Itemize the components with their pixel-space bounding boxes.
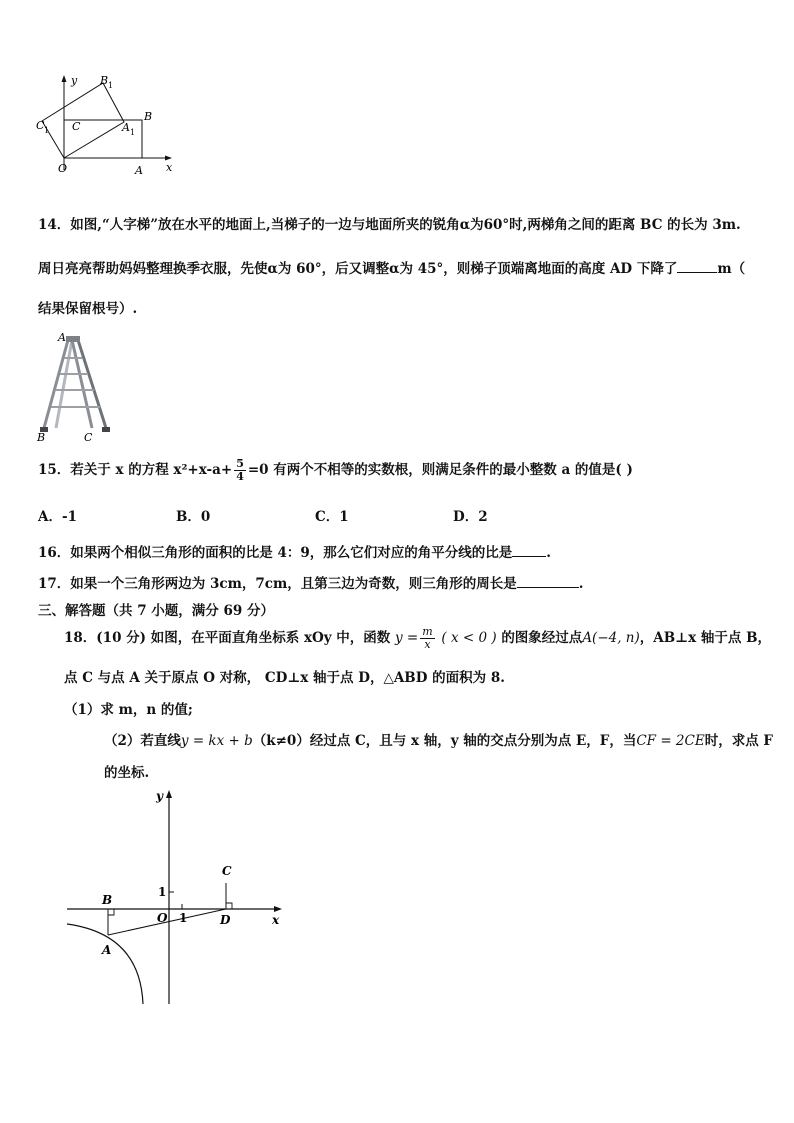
q15-frac-num: 5: [236, 457, 244, 470]
fig18-label-x: x: [272, 913, 280, 927]
q16-end: .: [546, 545, 551, 561]
q18-ab-perp: ，AB⊥x 轴于点 B，: [639, 630, 771, 646]
q18-part2-intro: （2）若直线: [104, 733, 181, 749]
q15-prefix: 15．若关于 x 的方程 x²+x-a+: [38, 462, 233, 478]
fig13-label-y: y: [71, 74, 78, 87]
q18-func-num: m: [422, 625, 433, 638]
ladder-label-b: B: [37, 431, 46, 444]
q18-part2-line2: 的坐标.: [104, 765, 150, 781]
fig18-label-o: O: [157, 911, 168, 925]
fig18-label-c: C: [222, 864, 232, 878]
q14-line2: [38, 257, 745, 277]
fig13-label-c1: C: [36, 119, 45, 132]
q18-line2: 点 C 与点 A 关于原点 O 对称， CD⊥x 轴于点 D，△ABD 的面积为 8.: [64, 670, 505, 686]
q15-option-c[interactable]: C．1: [315, 509, 349, 525]
figure-18-coordinate-diagram: [62, 784, 292, 1009]
q15-suffix: =0 有两个不相等的实数根，则满足条件的最小整数 a 的值是( ): [247, 462, 633, 478]
q15-fraction: [234, 458, 246, 483]
q16-text: 16．如果两个相似三角形的面积的比是 4：9，那么它们对应的角平分线的比是: [38, 545, 513, 561]
q15-frac-den: 4: [236, 470, 244, 483]
fig13-label-c: C: [72, 120, 81, 133]
q14-answer-blank[interactable]: [677, 260, 717, 273]
q17-answer-blank[interactable]: [517, 575, 579, 588]
q18-part2-tail: 时，求点 F: [704, 733, 774, 749]
q16: [38, 541, 551, 561]
ladder-label-a: A: [58, 331, 66, 344]
q15-option-b[interactable]: B．0: [176, 509, 211, 525]
fig13-label-b1: B: [100, 74, 109, 87]
fig18-label-b: B: [102, 893, 113, 907]
fig18-hyperbola: [67, 924, 143, 1004]
fig18-label-a: A: [102, 943, 112, 957]
fig13-label-c1-sub: 1: [44, 126, 50, 135]
q18-func-den: x: [424, 638, 431, 651]
section3-title: 三、解答题（共 7 小题，满分 69 分）: [38, 603, 274, 619]
q14-line2-tail: m（: [717, 261, 746, 277]
q18-passes-through: 的图象经过点: [501, 630, 583, 646]
fig13-label-a: A: [135, 164, 143, 177]
q17-end: .: [578, 576, 584, 592]
fig18-label-one-y: 1: [158, 885, 167, 899]
fig18-label-y: y: [156, 789, 163, 803]
q18-point-a: A(−4, n): [582, 630, 640, 646]
q18-line-equation: y = kx + b: [180, 733, 253, 749]
q18-cf-condition: CF = 2CE: [636, 733, 705, 749]
q15-option-d[interactable]: D．2: [453, 509, 488, 525]
ladder-label-c: C: [84, 431, 93, 444]
fig18-label-d: D: [220, 913, 231, 927]
fig13-label-o: O: [58, 162, 68, 175]
q18-func-lhs: y =: [395, 630, 419, 646]
fig18-label-one-x: 1: [179, 911, 188, 925]
q18-part1: （1）求 m，n 的值;: [64, 702, 193, 718]
q18-part2-text: （k≠0）经过点 C，且与 x 轴，y 轴的交点分别为点 E，F，当: [252, 733, 637, 749]
q14-line1: 14．如图,“人字梯”放在水平的地面上,当梯子的一边与地面所夹的锐角α为60°时,两梯角之间的距离 BC 的长为 3m.: [38, 217, 741, 233]
figure-13-rotation-diagram: [34, 72, 184, 182]
q17-text: 17．如果一个三角形两边为 3cm，7cm，且第三边为奇数，则三角形的周长是: [38, 576, 517, 592]
q17: [38, 572, 583, 592]
q16-answer-blank[interactable]: [512, 544, 546, 557]
fig13-label-b: B: [144, 110, 153, 123]
q14-line3: 结果保留根号）.: [38, 301, 138, 317]
q18-intro: 18．(10 分) 如图，在平面直角坐标系 xOy 中，函数: [64, 630, 391, 646]
q15-stem: [38, 456, 633, 484]
ladder-figure: [34, 330, 124, 445]
fig13-label-a1-sub: 1: [130, 128, 136, 137]
fig13-label-b1-sub: 1: [108, 81, 114, 90]
q18-func-condition: ( x < 0 ): [441, 630, 497, 646]
fig13-label-a1: A: [122, 121, 130, 134]
q15-option-a[interactable]: A．-1: [38, 509, 77, 525]
q14-line2-text: 周日亮亮帮助妈妈整理换季衣服，先使α为 60°，后又调整α为 45°，则梯子顶端离地面的高度 AD 下降了: [38, 261, 678, 277]
ladder-icon: [40, 336, 110, 432]
q18-part2: [104, 729, 773, 749]
fig13-label-x: x: [166, 161, 173, 174]
q18-line1: [64, 624, 771, 652]
q18-func-fraction: [420, 626, 434, 651]
